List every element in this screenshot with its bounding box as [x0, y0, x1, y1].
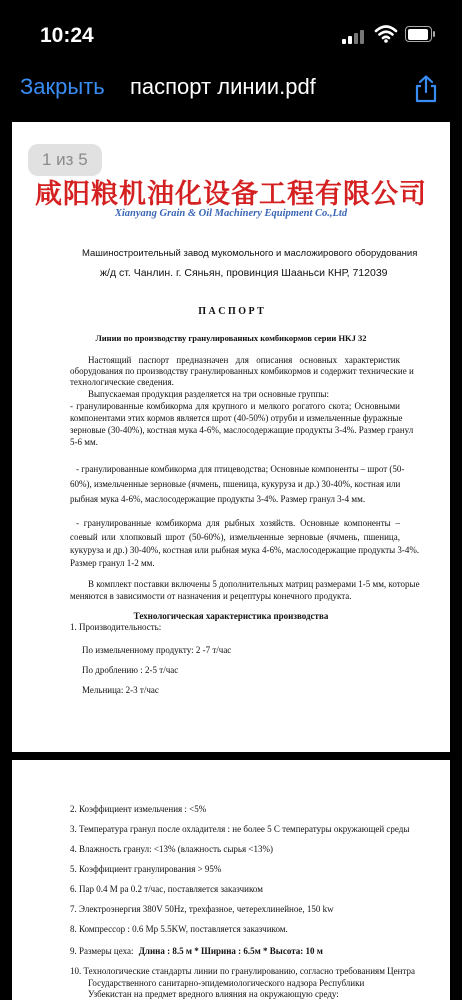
capacity-grind: По измельченному продукту: 2 -7 т/час: [82, 645, 232, 655]
spec-item: 4. Влажность гранул: <13% (влажность сырья <13%): [70, 844, 273, 854]
company-logo-english: Xianyang Grain & Oil Machinery Equipment Co.,Ltd: [114, 208, 348, 219]
intro-line: оборудования по производству гранулированных комбикормов и содержит технические и: [70, 366, 414, 376]
company-logo-chinese: 咸阳粮机油化设备工程有限公司: [35, 179, 427, 210]
standards-line: Государственного санитарно-эпидемиологического надзора Республики: [88, 978, 365, 988]
spec-item: 3. Температура гранул после охладителя : не более 5 С температуры окружающей среды: [70, 824, 410, 834]
group1-line: компонентами этих кормов является шрот (40-50%) отруби и измельченные фуражные: [70, 413, 403, 423]
share-icon[interactable]: [412, 74, 440, 104]
plant-name: Машиностроительный завод мукомольного и масложирового оборудования: [82, 248, 418, 259]
group2-line: - гранулированные комбикорма для птицеводства; Основные компоненты – шрот (50-: [76, 464, 405, 474]
shop-size-value: Длина : 8.5 м * Ширина : 6.5м * Высота: 10 м: [138, 946, 323, 956]
spec-item: 7. Электроэнергия 380V 50Hz, трехфазное, четерехлинейное, 150 kw: [70, 904, 334, 914]
kit-line: меняются в зависимости от назначения и рецептуры конечного продукта.: [70, 591, 352, 601]
group1-line: зерновые (30-40%), костная мука 4-6%, маслосодержащие продукты 3-4%. Размер гранул: [70, 425, 414, 435]
page-indicator: 1 из 5: [28, 144, 102, 176]
pdf-page-2: [12, 760, 450, 1000]
document-subheading: Линии по производству гранулированных комбикормов серии HKJ 32: [95, 333, 367, 343]
spec-item: 2. Коэффициент измельчения : <5%: [70, 804, 207, 814]
close-button[interactable]: Закрыть: [20, 74, 105, 99]
group3-line: кукуруза и др.) 30-40%, костная или рыбная мука 4-6%, маслосодержащие продукты 3-4%.: [70, 545, 420, 555]
group2-line: 60%), измельченные зерновые (ячмень, пшеница, кукуруза и др.) 30-40%, костная или: [70, 479, 401, 489]
status-time: 10:24: [40, 24, 94, 47]
tech-heading: Технологическая характеристика производства: [133, 611, 329, 621]
intro-line: Настоящий паспорт предназначен для описания основных характеристик: [88, 355, 400, 365]
shop-size-label: 9. Размеры цеха:: [70, 946, 134, 956]
group3-line: - гранулированные комбикорма для рыбных хозяйств. Основные компоненты –: [76, 518, 400, 528]
plant-address: ж/д ст. Чанлин. г. Сяньян, провинция Шааньси КНР, 712039: [100, 267, 388, 279]
group3-line: соевый или хлопковый шрот (50-60%), измельченные зерновые (ячмень, пшеница,: [70, 532, 400, 542]
viewer-nav-bar: [0, 70, 462, 110]
standards-line: 10. Технологические стандарты линии по гранулированию, согласно требованиям Центра: [70, 966, 415, 976]
document-heading: П А С П О Р Т: [198, 306, 264, 317]
standards-line: Узбекистан на предмет вредного влияния на окружающую среду:: [88, 989, 339, 999]
spec-item: 8. Компрессор : 0.6 Mp 5.5KW, поставляется заказчиком.: [70, 924, 288, 934]
spec-item: 5. Коэффициент гранулирования > 95%: [70, 864, 222, 874]
status-bar: [0, 0, 462, 70]
capacity-heading: 1. Производительность:: [70, 622, 162, 632]
group1-line: 5-6 мм.: [70, 437, 98, 447]
capacity-mill: Мельница: 2-3 т/час: [82, 685, 159, 695]
capacity-crush: По дроблению : 2-5 т/час: [82, 665, 179, 675]
group2-line: рыбная мука 4-6%, маслосодержащие продукты 3-4%. Размер гранул 3-4 мм.: [70, 494, 366, 504]
document-title: паспорт линии.pdf: [130, 74, 316, 99]
spec-item: 6. Пар 0.4 М ра 0.2 т/час, поставляется заказчиком: [70, 884, 263, 894]
groups-intro: Выпускаемая продукция разделяется на три основные группы:: [88, 389, 329, 399]
kit-line: В комплект поставки включены 5 дополнительных матриц размерами 1-5 мм, которые: [88, 579, 420, 589]
intro-line: технологические сведения.: [70, 377, 174, 387]
wifi-icon: [374, 24, 398, 44]
shop-size: [70, 946, 323, 957]
pdf-page-1: [12, 122, 450, 752]
group1-line: - гранулированные комбикорма для крупного и мелкого рогатого скота; Основными: [70, 401, 400, 411]
group3-line: Размер гранул 1-2 мм.: [70, 558, 155, 568]
cellular-signal-icon: [342, 28, 368, 44]
battery-icon: [405, 26, 435, 42]
